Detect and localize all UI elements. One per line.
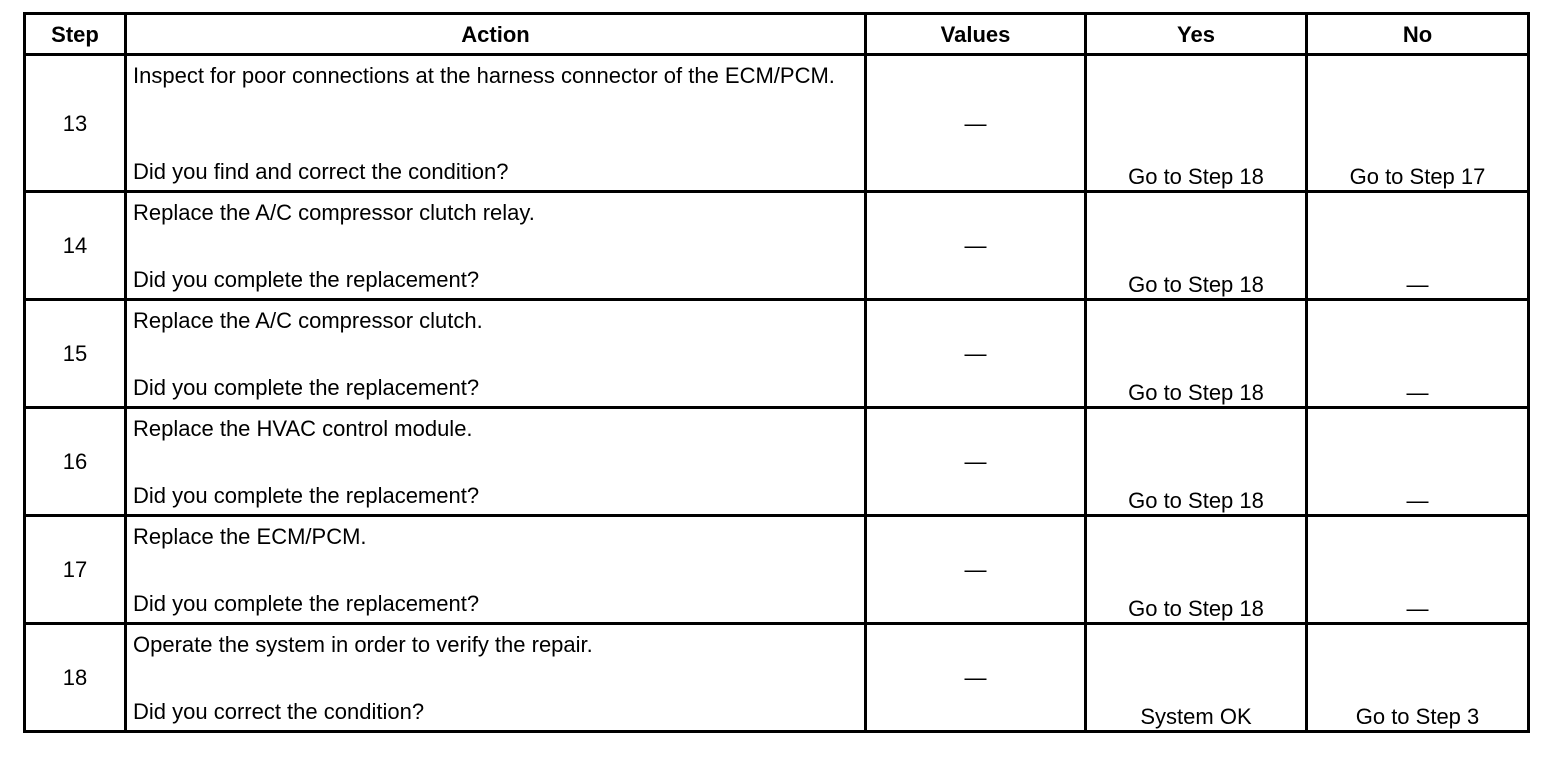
action-text: Replace the A/C compressor clutch. [133, 308, 483, 333]
action-question: Did you complete the replacement? [133, 375, 480, 400]
action-cell [126, 408, 866, 516]
no-cell: — [1307, 192, 1529, 300]
action-text: Replace the ECM/PCM. [133, 524, 367, 549]
step-number: 13 [25, 55, 126, 192]
action-text: Inspect for poor connections at the harness connector of the ECM/PCM. [133, 63, 835, 88]
table-row [25, 516, 1529, 624]
values-cell: — [866, 55, 1086, 192]
header-action: Action [126, 14, 866, 55]
action-cell [126, 300, 866, 408]
values-cell: — [866, 192, 1086, 300]
values-cell: — [866, 516, 1086, 624]
action-cell [126, 192, 866, 300]
table-row [25, 55, 1529, 192]
header-row [25, 14, 1529, 55]
step-number: 18 [25, 624, 126, 732]
step-number: 17 [25, 516, 126, 624]
yes-cell: Go to Step 18 [1086, 300, 1307, 408]
yes-cell: Go to Step 18 [1086, 55, 1307, 192]
table-row [25, 408, 1529, 516]
yes-cell: System OK [1086, 624, 1307, 732]
header-step: Step [25, 14, 126, 55]
values-cell: — [866, 300, 1086, 408]
values-cell: — [866, 624, 1086, 732]
action-text: Replace the HVAC control module. [133, 416, 473, 441]
yes-cell: Go to Step 18 [1086, 192, 1307, 300]
action-question: Did you correct the condition? [133, 699, 425, 724]
no-cell: — [1307, 516, 1529, 624]
action-question: Did you complete the replacement? [133, 267, 480, 292]
header-no: No [1307, 14, 1529, 55]
yes-cell: Go to Step 18 [1086, 408, 1307, 516]
header-values: Values [866, 14, 1086, 55]
table-row [25, 624, 1529, 732]
action-question: Did you complete the replacement? [133, 591, 480, 616]
header-yes: Yes [1086, 14, 1307, 55]
diagnostic-table [23, 12, 1530, 733]
action-cell [126, 516, 866, 624]
action-text: Replace the A/C compressor clutch relay. [133, 200, 535, 225]
action-question: Did you complete the replacement? [133, 483, 480, 508]
step-number: 16 [25, 408, 126, 516]
action-text: Operate the system in order to verify the repair. [133, 632, 593, 657]
no-cell: — [1307, 408, 1529, 516]
no-cell: — [1307, 300, 1529, 408]
action-cell [126, 55, 866, 192]
table-row [25, 192, 1529, 300]
values-cell: — [866, 408, 1086, 516]
yes-cell: Go to Step 18 [1086, 516, 1307, 624]
table-row [25, 300, 1529, 408]
action-cell [126, 624, 866, 732]
step-number: 14 [25, 192, 126, 300]
no-cell: Go to Step 17 [1307, 55, 1529, 192]
action-question: Did you find and correct the condition? [133, 159, 509, 184]
no-cell: Go to Step 3 [1307, 624, 1529, 732]
step-number: 15 [25, 300, 126, 408]
